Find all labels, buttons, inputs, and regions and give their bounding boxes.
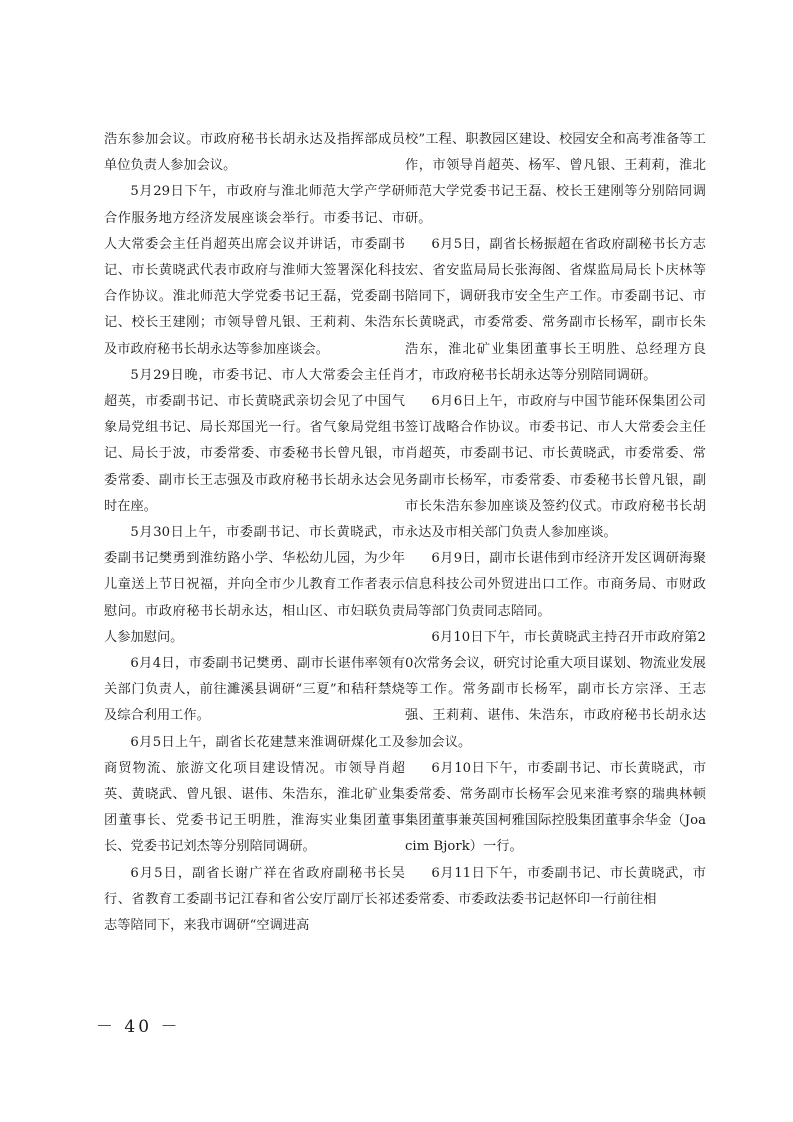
paragraph: 5月29日晚，市委书记、市人大常委会主任肖超英，市委副书记、市长黄晓武亲切会见了中国气象局党组书记、局长郑国光一行。省气象局党组书记、局长于波，市委常委、市委秘书长曾凡银，市委常委、副市长王志强及市政府秘书长胡永达会见时在座。 bbox=[104, 367, 405, 514]
paragraph: 6月11日下午，市委副书记、市长黄晓武，市委常委、市委政法委书记赵怀印一行前往相 bbox=[405, 865, 706, 907]
paragraph: 6月5日上午，副省长花建慧来淮调研煤化工及商贸物流、旅游文化项目建设情况。市领导肖超英、黄晓武、曾凡银、谌伟、朱浩东，淮北矿业集团董事长、党委书记王明胜，淮海实业集团董事长、党委书记刘杰等分别陪同调研。 bbox=[104, 734, 405, 855]
paragraph: 6月10日下午，市长黄晓武主持召开市政府第20次常务会议，研究讨论重大项目谋划、物流业发展等工作。常务副市长杨军，副市长方宗泽、王志强、王莉莉、谌伟、朱浩东，市政府秘书长胡永达参加会议。 bbox=[405, 629, 706, 750]
paragraph: 6月6日上午，市政府与中国节能环保集团公司签订战略合作协议。市委书记、市人大常委会主任肖超英，市委副书记、市长黄晓武，市委常委、常务副市长杨军，市委常委、市委秘书长曾凡银，副市长朱浩东参加座谈及签约仪式。市政府秘书长胡永达及市相关部门负责人参加座谈。 bbox=[405, 394, 706, 541]
paragraph: 5月30日上午，市委副书记、市长黄晓武，市委副书记樊勇到淮纺路小学、华松幼儿园，为少年儿童送上节日祝福，并向全市少儿教育工作者表示慰问。市政府秘书长胡永达，相山区、市妇联负责人参加慰问。 bbox=[104, 525, 405, 645]
left-column bbox=[104, 127, 405, 939]
paragraph: 6月5日，副省长杨振超在省政府副秘书长方志宏、省安监局局长张海阁、省煤监局局长卜庆林等陪同下，调研我市安全生产工作。市委副书记、市长黄晓武，市委常委、常务副市长杨军，副市长朱浩东，淮北矿业集团董事长王明胜、总经理方良才，市政府秘书长胡永达等分别陪同调研。 bbox=[405, 236, 706, 383]
page-number: － 40 － bbox=[96, 1017, 181, 1037]
right-column bbox=[405, 127, 706, 913]
paragraph: 5月29日下午，市政府与淮北师范大学产学研合作服务地方经济发展座谈会举行。市委书记、市人大常委会主任肖超英出席会议并讲话，市委副书记、市长黄晓武代表市政府与淮师大签署深化科技合作协议。淮北师范大学党委书记王磊，党委副书记、校长王建刚；市领导曾凡银、王莉莉、朱浩东及市政府秘书长胡永达等参加座谈会。 bbox=[104, 184, 405, 357]
paragraph: 6月5日，副省长谢广祥在省政府副秘书长吴行、省教育工委副书记江春和省公安厅副厅长祁述志等陪同下，来我市调研“空调进高 bbox=[104, 865, 405, 934]
paragraph: 6月9日，副市长谌伟到市经济开发区调研海聚信息科技公司外贸进出口工作。市商务局、市财政局等部门负责同志陪同。 bbox=[405, 551, 706, 619]
paragraph: 校”工程、职教园区建设、校园安全和高考准备等工作，市领导肖超英、杨军、曾凡银、王莉莉，淮北师范大学党委书记王磊、校长王建刚等分别陪同调研。 bbox=[405, 132, 706, 226]
paragraph: 浩东参加会议。市政府秘书长胡永达及指挥部成员单位负责人参加会议。 bbox=[104, 132, 405, 174]
paragraph: 6月10日下午，市委副书记、市长黄晓武，市委常委、常务副市长杨军会见来淮考察的瑞典林顿集团董事兼英国柯雅国际控股集团董事余华金（Joacim Bjork）一行。 bbox=[405, 760, 706, 855]
paragraph: 6月4日，市委副书记樊勇、副市长谌伟率领有关部门负责人，前往濉溪县调研“三夏”和秸秆禁烧及综合利用工作。 bbox=[104, 656, 405, 724]
